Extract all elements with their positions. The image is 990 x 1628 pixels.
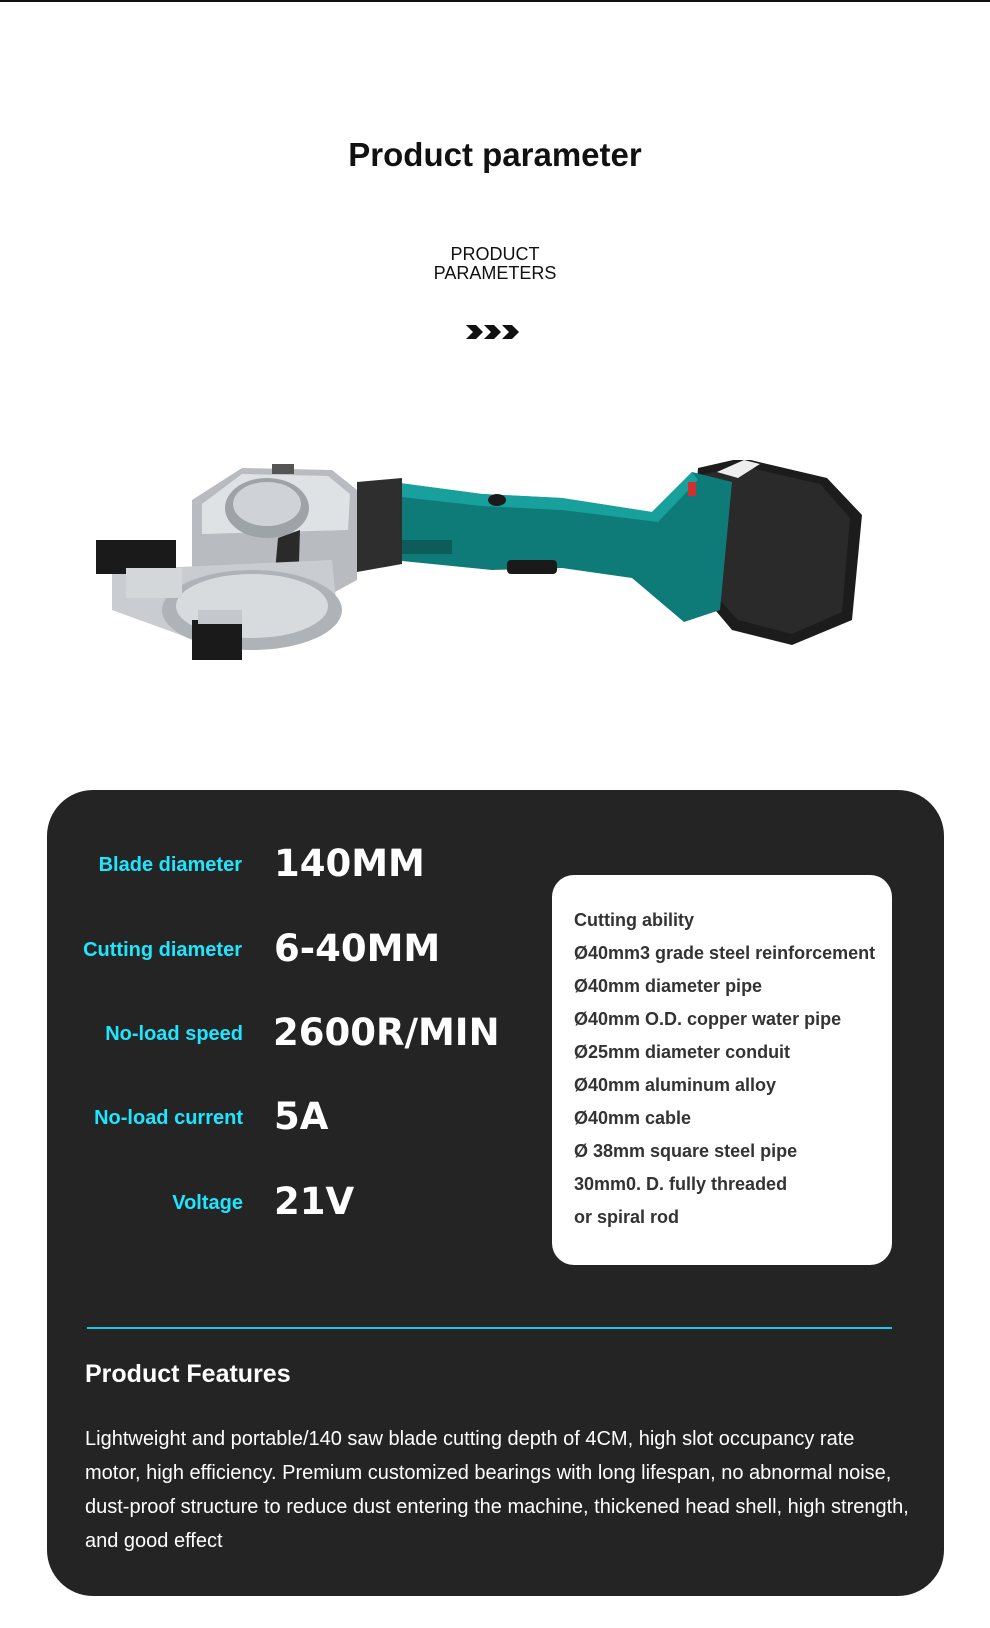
ability-item: Ø40mm diameter pipe	[574, 976, 763, 996]
spec-value: 140MM	[274, 842, 425, 885]
ability-item: Ø40mm O.D. copper water pipe	[574, 1009, 842, 1029]
spec-row-cutting-diameter	[47, 927, 467, 977]
section-divider	[87, 1327, 892, 1329]
spec-value: 2600R/MIN	[273, 1011, 500, 1054]
product-image	[92, 460, 882, 690]
page-subtitle: PRODUCT PARAMETERS	[433, 244, 557, 283]
ability-heading: Cutting ability	[574, 910, 694, 930]
triple-chevron-right-icon	[466, 323, 526, 341]
spec-row-blade-diameter	[47, 842, 467, 892]
parameters-panel	[47, 790, 944, 1596]
spec-value: 6-40MM	[274, 927, 441, 970]
spec-label: Voltage	[172, 1192, 243, 1214]
features-title: Product Features	[85, 1360, 291, 1388]
top-rule	[0, 0, 990, 2]
ability-item: Ø40mm cable	[574, 1108, 692, 1128]
ability-item: Ø25mm diameter conduit	[574, 1042, 791, 1062]
spec-label: No-load current	[94, 1107, 243, 1129]
ability-item: 30mm0. D. fully threaded	[574, 1174, 788, 1194]
spec-value: 21V	[274, 1180, 355, 1223]
spec-row-no-load-speed	[47, 1011, 500, 1061]
page-title: Product parameter	[348, 136, 642, 173]
spec-label: Blade diameter	[98, 854, 242, 876]
spec-row-no-load-current	[47, 1095, 467, 1145]
spec-label: Cutting diameter	[83, 939, 242, 961]
tool-body	[392, 472, 732, 622]
ability-item: Ø40mm3 grade steel reinforcement	[574, 943, 876, 963]
ability-item: Ø40mm aluminum alloy	[574, 1075, 777, 1095]
ability-item: or spiral rod	[574, 1207, 680, 1227]
spec-value: 5A	[274, 1095, 329, 1138]
spec-row-voltage	[47, 1180, 467, 1230]
cutting-ability-card	[552, 875, 892, 1265]
features-text: Lightweight and portable/140 saw blade cutting depth of 4CM, high slot occupancy rate motor, high efficiency. Premium customized bearings with long lifespan, no abnormal noise, dust-proof structure to reduce dust entering the machine, thickened head shell, high strength, and good effect	[85, 1428, 909, 1552]
ability-item: Ø 38mm square steel pipe	[574, 1141, 798, 1161]
spec-label: No-load speed	[105, 1023, 243, 1045]
